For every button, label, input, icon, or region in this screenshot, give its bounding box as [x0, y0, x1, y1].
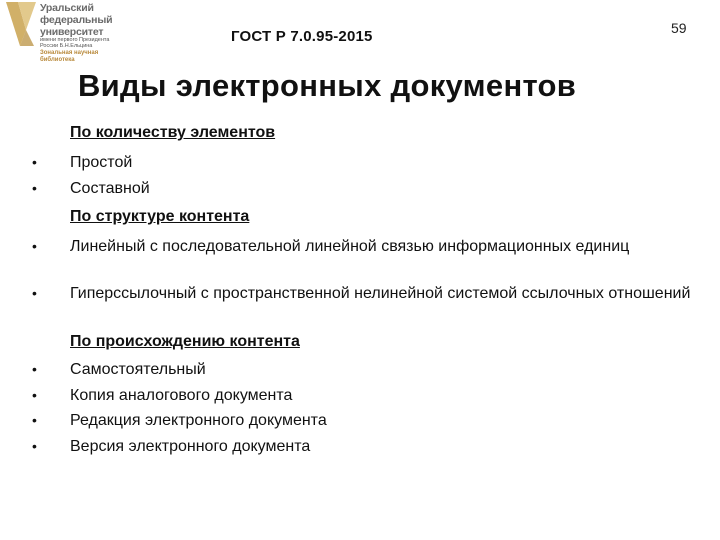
list-item: Версия электронного документа: [70, 438, 311, 455]
list-item: Редакция электронного документа: [70, 412, 327, 429]
ural-federal-university-logo-icon: [4, 0, 38, 48]
section-heading-origin: По происхождению контента: [70, 333, 300, 350]
bullet: •: [32, 412, 37, 428]
section-heading-quantity: По количеству элементов: [70, 124, 276, 141]
university-logo: [2, 0, 152, 66]
bullet: •: [32, 238, 37, 254]
slide-title: Виды электронных документов: [78, 68, 577, 103]
list-item: Простой: [70, 154, 133, 171]
bullet: •: [32, 387, 37, 403]
list-item: Копия аналогового документа: [70, 387, 293, 404]
logo-university-name: Уральский федеральный университет: [40, 2, 113, 38]
bullet: •: [32, 438, 37, 454]
bullet: •: [32, 285, 37, 301]
bullet: •: [32, 180, 37, 196]
standard-label: ГОСТ Р 7.0.95-2015: [231, 28, 373, 45]
bullet: •: [32, 361, 37, 377]
list-item: Линейный с последовательной линейной связью информационных единиц: [70, 238, 630, 255]
list-item: Составной: [70, 180, 150, 197]
page-number: 59: [671, 20, 687, 36]
list-item: Самостоятельный: [70, 361, 206, 378]
list-item: Гиперссылочный с пространственной нелинейной системой ссылочных отношений: [70, 285, 691, 302]
logo-library-name: Зональная научная библиотека: [40, 50, 99, 63]
logo-university-subtitle: имени первого Президента России Б.Н.Ельцина: [40, 37, 110, 49]
section-heading-structure: По структуре контента: [70, 208, 250, 225]
bullet: •: [32, 154, 37, 170]
